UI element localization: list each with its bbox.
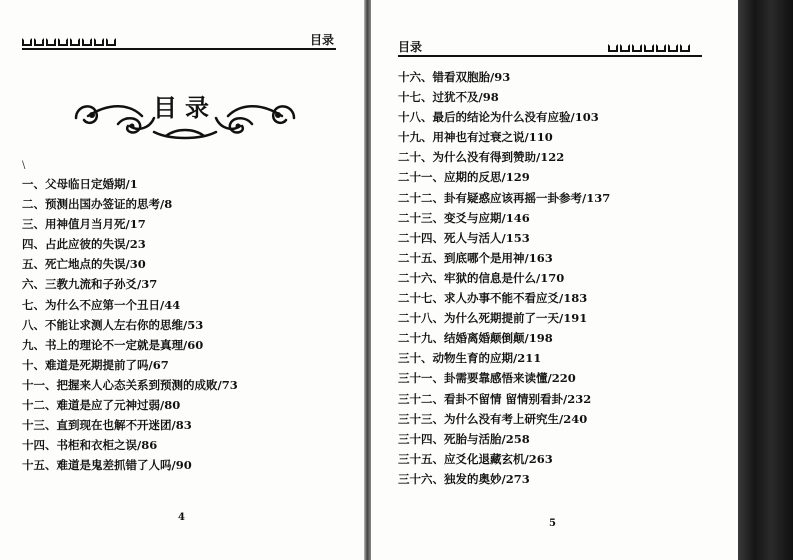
toc-entry[interactable]: 二十七、求人办事不能不看应爻/183 [398, 291, 588, 306]
toc-entry[interactable]: 十三、直到现在也解不开迷团/83 [22, 418, 192, 433]
scan-edge-shadow [738, 0, 793, 560]
right-header-rule [398, 55, 702, 57]
toc-entry[interactable]: 二十二、卦有疑惑应该再摇一卦参考/137 [398, 190, 611, 205]
toc-entry[interactable]: 二十九、结婚离婚颠倒颠/198 [398, 331, 553, 346]
toc-entry[interactable]: 十九、用神也有过衰之说/110 [398, 130, 553, 145]
left-header-rule [22, 48, 336, 50]
left-header-title: 目录 [310, 33, 335, 47]
right-page-number: 5 [549, 518, 556, 529]
toc-entry[interactable]: 十五、难道是鬼差抓错了人吗/90 [22, 458, 192, 473]
toc-entry[interactable]: 二十六、牢狱的信息是什么/170 [398, 270, 565, 285]
toc-entry[interactable]: 六、三教九流和子孙爻/37 [22, 277, 158, 292]
toc-entry[interactable]: 十一、把握来人心态关系到预测的成败/73 [22, 377, 238, 392]
toc-entry[interactable]: 十二、难道是应了元神过弱/80 [22, 398, 181, 413]
scan-mark: \ [22, 160, 26, 171]
toc-entry[interactable]: 十六、错看双胞胎/93 [398, 70, 511, 84]
toc-entry[interactable]: 十八、最后的结论为什么没有应验/103 [398, 110, 599, 125]
left-header-pattern [22, 38, 116, 46]
toc-entry[interactable]: 三十一、卦需要靠感悟来读懂/220 [398, 371, 576, 386]
right-header-title: 目录 [398, 40, 423, 54]
toc-entry[interactable]: 二、预测出国办签证的思考/8 [22, 197, 173, 212]
toc-entry[interactable]: 二十三、变爻与应期/146 [398, 210, 530, 225]
toc-entry[interactable]: 一、父母临日定婚期/1 [22, 177, 138, 191]
toc-entry[interactable]: 七、为什么不应第一个丑日/44 [22, 297, 181, 312]
toc-title: 目录 [153, 94, 217, 122]
toc-entry[interactable]: 三十六、独发的奥妙/273 [398, 471, 530, 486]
toc-entry[interactable]: 三、用神值月当月死/17 [22, 217, 146, 232]
left-page-number: 4 [178, 512, 185, 523]
toc-entry[interactable]: 十、难道是死期提前了吗/67 [22, 357, 169, 372]
right-header-pattern [608, 44, 690, 52]
toc-entry[interactable]: 十七、过犹不及/98 [398, 90, 499, 105]
toc-entry[interactable]: 三十二、看卦不留情 留情别看卦/232 [398, 391, 592, 406]
toc-entry[interactable]: 二十八、为什么死期提前了一天/191 [398, 311, 588, 326]
toc-entry[interactable]: 二十、为什么没有得到赞助/122 [398, 150, 565, 165]
book-gutter [364, 0, 371, 560]
toc-entry[interactable]: 二十一、应期的反思/129 [398, 170, 530, 185]
toc-entry[interactable]: 二十四、死人与活人/153 [398, 230, 530, 245]
toc-entry[interactable]: 三十四、死胎与活胎/258 [398, 431, 530, 446]
toc-entry[interactable]: 四、占此应彼的失误/23 [22, 237, 146, 252]
toc-entry[interactable]: 九、书上的理论不一定就是真理/60 [22, 337, 204, 352]
toc-entry[interactable]: 五、死亡地点的失误/30 [22, 257, 146, 272]
toc-entry[interactable]: 八、不能让求测人左右你的思维/53 [22, 317, 204, 332]
toc-list-left [22, 174, 238, 475]
toc-entry[interactable]: 三十、动物生育的应期/211 [398, 351, 542, 366]
toc-entry[interactable]: 三十五、应爻化退藏玄机/263 [398, 451, 553, 466]
toc-title-block [70, 88, 300, 143]
toc-entry[interactable]: 三十三、为什么没有考上研究生/240 [398, 411, 588, 426]
toc-entry[interactable]: 十四、书柜和衣柜之误/86 [22, 438, 158, 453]
toc-list-right [398, 67, 610, 489]
toc-entry[interactable]: 二十五、到底哪个是用神/163 [398, 250, 553, 265]
